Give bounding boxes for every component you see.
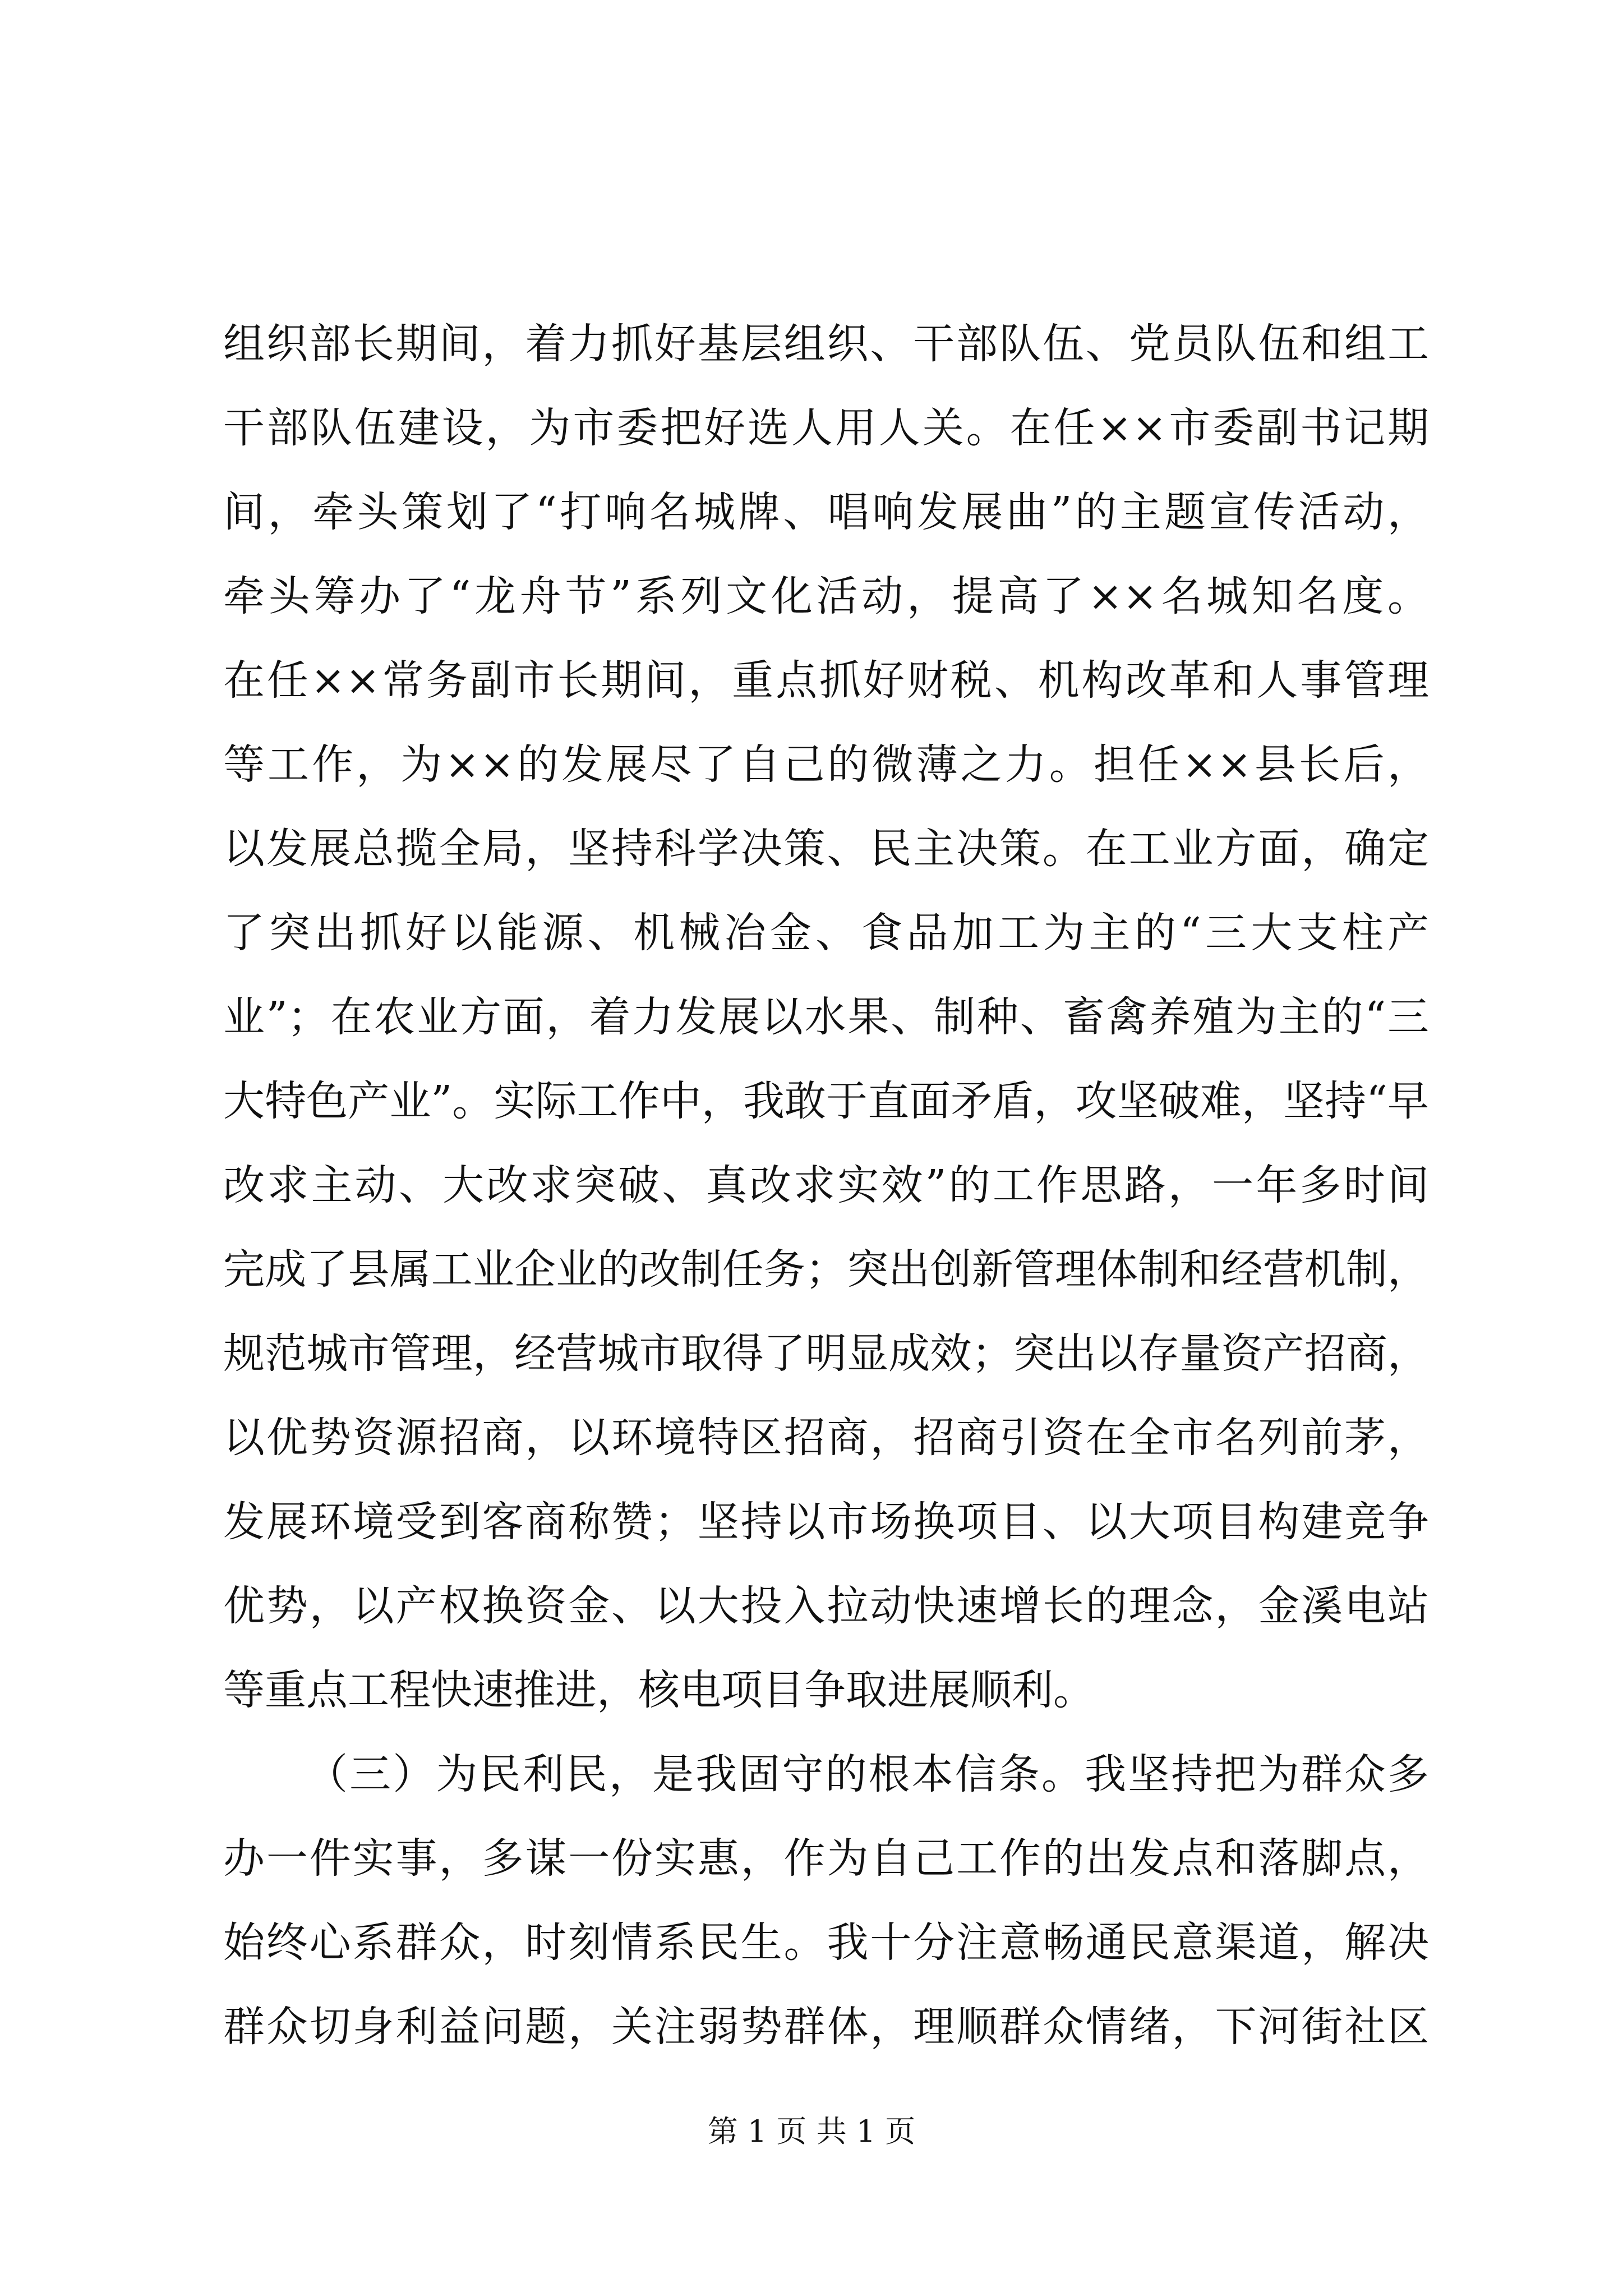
text-line: 业”；在农业方面，着力发展以水果、制种、畜禽养殖为主的“三 [223, 993, 1429, 1041]
text-line: 以发展总揽全局，坚持科学决策、民主决策。在工业方面，确定 [223, 825, 1429, 873]
text-line: 群众切身利益问题，关注弱势群体，理顺群众情绪，下河街社区 [223, 2003, 1429, 2051]
text-line: 了突出抓好以能源、机械冶金、食品加工为主的“三大支柱产 [223, 909, 1429, 957]
text-line: 规范城市管理，经营城市取得了明显成效；突出以存量资产招商， [223, 1329, 1429, 1378]
text-line: 组织部长期间，着力抓好基层组织、干部队伍、党员队伍和组工 [223, 320, 1429, 368]
text-line: 优势，以产权换资金、以大投入拉动快速增长的理念，金溪电站 [223, 1582, 1429, 1630]
paragraph-heading-line: （三）为民利民，是我固守的根本信条。我坚持把为群众多 [306, 1750, 1429, 1798]
text-line: 牵头筹办了“龙舟节”系列文化活动，提高了××名城知名度。 [223, 572, 1429, 620]
page-number-footer: 第 1 页 共 1 页 [707, 2114, 916, 2149]
text-line: 干部队伍建设，为市委把好选人用人关。在任××市委副书记期 [223, 404, 1429, 452]
text-line: 改求主动、大改求突破、真改求实效”的工作思路，一年多时间 [223, 1161, 1429, 1209]
text-line: 间，牵头策划了“打响名城牌、唱响发展曲”的主题宣传活动， [223, 488, 1429, 536]
text-line: 完成了县属工业企业的改制任务；突出创新管理体制和经营机制， [223, 1245, 1429, 1294]
text-line: 等工作，为××的发展尽了自己的微薄之力。担任××县长后， [223, 740, 1429, 789]
text-line: 始终心系群众，时刻情系民生。我十分注意畅通民意渠道，解决 [223, 1918, 1429, 1967]
paragraph-end-line: 等重点工程快速推进，核电项目争取进展顺利。 [223, 1666, 1095, 1714]
text-line: 在任××常务副市长期间，重点抓好财税、机构改革和人事管理 [223, 656, 1429, 705]
text-line: 以优势资源招商，以环境特区招商，招商引资在全市名列前茅， [223, 1414, 1429, 1462]
text-line: 发展环境受到客商称赞；坚持以市场换项目、以大项目构建竞争 [223, 1498, 1429, 1546]
text-line: 大特色产业”。实际工作中，我敢于直面矛盾，攻坚破难，坚持“早 [223, 1077, 1429, 1125]
text-line: 办一件实事，多谋一份实惠，作为自己工作的出发点和落脚点， [223, 1834, 1429, 1883]
body-text [223, 302, 1429, 2069]
